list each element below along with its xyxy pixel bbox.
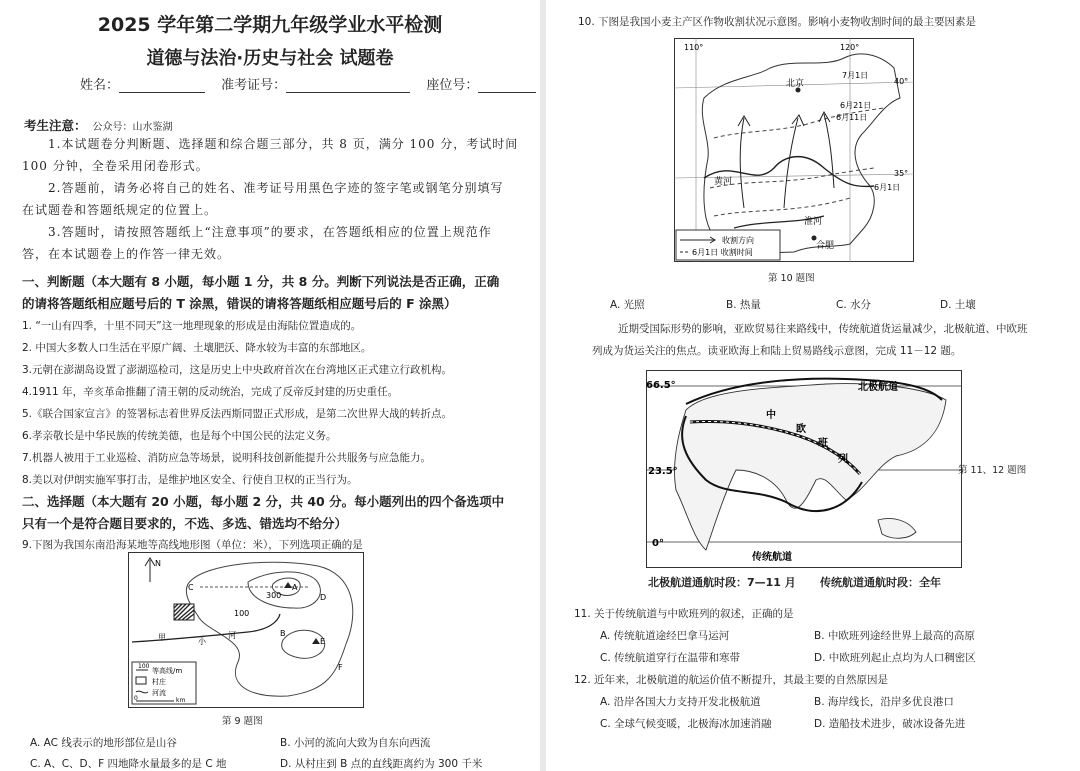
wheat-harvest-map (674, 38, 914, 262)
exam-id-blank (286, 92, 410, 93)
section2-title: 只有一个是符合题目要求的，不选、多选、错选均不给分） (22, 516, 348, 531)
exam-title: 2025 学年第二学期九年级学业水平检测 (97, 14, 443, 36)
question-12: 12. 近年来，北极航道的航运价值不断提升，其最主要的自然原因是 (574, 674, 889, 686)
map-label: A (292, 583, 298, 592)
judgment-item: 6.孝亲敬长是中华民族的传统美德，也是每个中国公民的法定义务。 (22, 430, 337, 442)
map-label: 6月1日 (874, 183, 901, 192)
q12-option-b: B. 海岸线长，沿岸多优良港口 (814, 696, 954, 708)
notice-tag: 公众号：山水鉴湖 (92, 122, 173, 133)
legend-number: 100 (138, 663, 150, 670)
trade-routes-map (646, 370, 962, 568)
q11-option-b: B. 中欧班列途经世界上最高的高原 (814, 630, 975, 642)
map-label: 6月21日 (840, 101, 872, 110)
map-label: 66.5° (646, 380, 676, 391)
q10-option-b: B. 热量 (726, 299, 761, 311)
name-label: 姓名： (80, 78, 120, 93)
legend-label: 6月1日 收割时间 (692, 248, 753, 257)
map-label: 6月11日 (836, 113, 868, 122)
legend-label: 河流 (152, 689, 166, 697)
map-label: N (155, 559, 161, 568)
map-label: 40° (894, 77, 909, 86)
map-label: 欧 (796, 424, 806, 435)
q11-option-c: C. 传统航道穿行在温带和寒带 (600, 652, 741, 664)
q10-option-c: C. 水分 (836, 299, 872, 311)
map-label: 中 (766, 410, 776, 421)
judgment-item: 5.《联合国家宣言》的签署标志着世界反法西斯同盟正式形成，是第二次世界大战的转折点。 (22, 408, 453, 420)
seat-label: 座位号： (426, 78, 479, 93)
legend-number: 0 (134, 695, 138, 702)
map-label: 23.5° (648, 466, 678, 477)
section1-title: 一、判断题（本大题有 8 小题，每小题 1 分，共 8 分。判断下列说法是否正确，正确 (22, 274, 500, 289)
notice-line: 100 分钟，全卷采用闭卷形式。 (22, 159, 209, 173)
seat-blank (478, 92, 536, 93)
map-label: 淮河 (804, 217, 823, 227)
legend-number: km (176, 697, 186, 704)
map-label: 列 (838, 454, 848, 465)
figure9-caption: 第 9 题图 (222, 716, 263, 727)
map-label: 黄河 (714, 177, 733, 187)
figure11-caption: 第 11、12 题图 (958, 465, 1027, 476)
traditional-season: 传统航道通航时段：全年 (820, 576, 941, 589)
map-label: 0° (652, 538, 664, 549)
map-label: 110° (684, 43, 704, 52)
question-11: 11. 关于传统航道与中欧班列的叙述，正确的是 (574, 608, 794, 620)
intro-11-12: 近期受国际形势的影响，亚欧贸易往来路线中，传统航道货运量减少，北极航道、中欧班 (618, 323, 1028, 335)
notice-line: 答，在本试题卷上的作答一律无效。 (22, 247, 231, 261)
q10-option-d: D. 土壤 (940, 299, 976, 311)
section1-title: 的请将答题纸相应题号后的 T 涂黑，错误的请将答题纸相应题号后的 F 涂黑） (22, 296, 457, 311)
legend-label: 等高线/m (152, 667, 183, 675)
candidate-info (80, 74, 536, 93)
notice-heading (24, 116, 173, 134)
notice-line: 2.答题前，请务必将自己的姓名、准考证号用黑色字迹的签字笔或钢笔分别填写 (48, 181, 504, 195)
q9-option-c: C. A、C、D、F 四地降水量最多的是 C 地 (30, 758, 227, 770)
q10-option-a: A. 光照 (610, 299, 645, 311)
map-label: 小 (198, 637, 206, 646)
q12-option-d: D. 造船技术进步，破冰设备先进 (814, 718, 966, 730)
judgment-item: 8.美以对伊朗实施军事打击，是维护地区安全、行使自卫权的正当行为。 (22, 474, 358, 486)
map-label: 300 (266, 591, 282, 600)
q11-option-a: A. 传统航道途经巴拿马运河 (600, 630, 730, 642)
right-page (546, 0, 1080, 771)
q9-option-b: B. 小河的流向大致为自东向西流 (280, 737, 431, 749)
section2-title: 二、选择题（本大题有 20 小题，每小题 2 分，共 40 分。每小题列出的四个备选项中 (22, 494, 505, 509)
map-label: 合肥 (816, 241, 835, 251)
judgment-item: 4.1911 年，辛亥革命推翻了清王朝的反动统治，完成了反帝反封建的历史重任。 (22, 386, 399, 398)
exam-subtitle: 道德与法治·历史与社会 试题卷 (146, 48, 394, 69)
arctic-season: 北极航道通航时段：7—11 月 (648, 576, 796, 589)
question-9: 9.下图为我国东南沿海某地等高线地形图（单位：米），下列选项正确的是 (22, 539, 363, 551)
map-label: 100 (234, 609, 250, 618)
map-label: B (280, 629, 286, 638)
contour-map-figure (128, 552, 364, 708)
map-label: 传统航道 (752, 552, 792, 563)
legend-label: 村庄 (152, 678, 166, 686)
judgment-item: 3.元朝在澎湖岛设置了澎湖巡检司，这是历史上中央政府首次在台湾地区正式建立行政机构。 (22, 364, 453, 376)
map-label: 甲 (158, 633, 166, 642)
q12-option-c: C. 全球气候变暖，北极海冰加速消融 (600, 718, 772, 730)
map-label: 120° (840, 43, 860, 52)
map-label: 7月1日 (842, 71, 869, 80)
map-label: 北京 (786, 79, 805, 89)
map-label: F (338, 663, 343, 672)
map-label: 北极航道 (858, 382, 898, 393)
map-label: E (320, 637, 326, 646)
q9-option-d: D. 从村庄到 B 点的直线距离约为 300 千米 (280, 758, 483, 770)
notice-title: 考生注意： (24, 118, 87, 133)
figure10-caption: 第 10 题图 (768, 273, 815, 284)
map-label: D (320, 593, 327, 602)
question-10: 10. 下图是我国小麦主产区作物收割状况示意图。影响小麦物收割时间的最主要因素是 (578, 16, 977, 28)
map-label: C (188, 583, 194, 592)
legend-label: 收割方向 (722, 236, 754, 245)
judgment-item: 1. “一山有四季，十里不同天”这一地理现象的形成是由海陆位置造成的。 (22, 320, 362, 332)
notice-line: 在试题卷和答题纸规定的位置上。 (22, 203, 218, 217)
notice-line: 1.本试题卷分判断题、选择题和综合题三部分，共 8 页，满分 100 分，考试时间 (48, 137, 519, 151)
q12-option-a: A. 沿岸各国大力支持开发北极航道 (600, 696, 761, 708)
map-label: 班 (818, 438, 828, 449)
judgment-item: 7.机器人被用于工业巡检、消防应急等场景，说明科技创新能提升公共服务与应急能力。 (22, 452, 432, 464)
notice-line: 3.答题时，请按照答题纸上“注意事项”的要求，在答题纸相应的位置上规范作 (48, 225, 492, 239)
intro-11-12: 列成为货运关注的焦点。读亚欧海上和陆上贸易路线示意图，完成 11－12 题。 (592, 345, 962, 357)
exam-id-label: 准考证号： (221, 78, 287, 93)
name-blank (119, 92, 205, 93)
map-label: 河 (228, 631, 236, 640)
judgment-item: 2. 中国大多数人口生活在平原广阔、土壤肥沃、降水较为丰富的东部地区。 (22, 342, 372, 354)
map-label: 35° (894, 169, 909, 178)
q11-option-d: D. 中欧班列起止点均为人口稠密区 (814, 652, 976, 664)
q9-option-a: A. AC 线表示的地形部位是山谷 (30, 737, 177, 749)
